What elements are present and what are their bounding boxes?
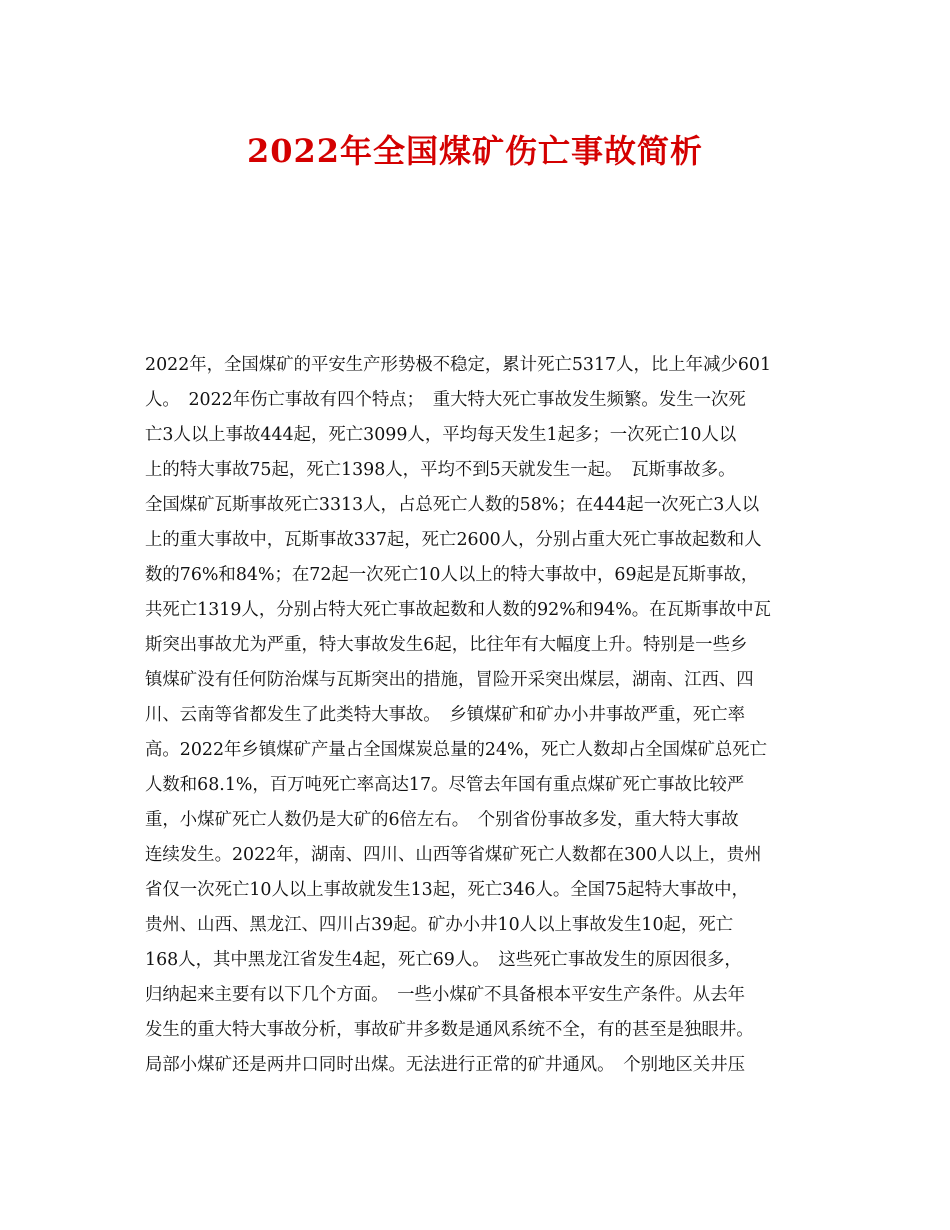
body-line: 连续发生。2022年，湖南、四川、山西等省煤矿死亡人数都在300人以上，贵州	[145, 845, 762, 865]
body-line: 发生的重大特大事故分析，事故矿井多数是通风系统不全，有的甚至是独眼井。	[145, 1020, 754, 1040]
body-line: 重，小煤矿死亡人数仍是大矿的6倍左右。 个别省份事故多发，重大特大事故	[145, 810, 739, 830]
body-line: 镇煤矿没有任何防治煤与瓦斯突出的措施，冒险开采突出煤层，湖南、江西、四	[145, 670, 754, 690]
body-line: 数的76%和84%；在72起一次死亡10人以上的特大事故中，69起是瓦斯事故，	[145, 565, 759, 585]
body-line: 2022年，全国煤矿的平安生产形势极不稳定，累计死亡5317人，比上年减少601	[145, 355, 772, 375]
page-title: 2022年全国煤矿伤亡事故简析	[246, 132, 704, 170]
body-line: 168人，其中黑龙江省发生4起，死亡69人。 这些死亡事故发生的原因很多，	[145, 950, 742, 970]
body-line: 斯突出事故尤为严重，特大事故发生6起，比往年有大幅度上升。特别是一些乡	[145, 635, 748, 655]
body-text	[145, 348, 810, 1083]
body-line: 人。 2022年伤亡事故有四个特点； 重大特大死亡事故发生频繁。发生一次死	[145, 390, 746, 410]
body-line: 上的特大事故75起，死亡1398人，平均不到5天就发生一起。 瓦斯事故多。	[145, 460, 736, 480]
body-line: 归纳起来主要有以下几个方面。 一些小煤矿不具备根本平安生产条件。从去年	[145, 985, 745, 1005]
body-line: 人数和68.1%，百万吨死亡率高达17。尽管去年国有重点煤矿死亡事故比较严	[145, 775, 745, 795]
body-line: 局部小煤矿还是两井口同时出煤。无法进行正常的矿井通风。 个别地区关井压	[145, 1055, 745, 1075]
body-line: 上的重大事故中，瓦斯事故337起，死亡2600人，分别占重大死亡事故起数和人	[145, 530, 762, 550]
body-line: 省仅一次死亡10人以上事故就发生13起，死亡346人。全国75起特大事故中，	[145, 880, 749, 900]
body-line: 全国煤矿瓦斯事故死亡3313人，占总死亡人数的58%；在444起一次死亡3人以	[145, 495, 760, 515]
body-line: 贵州、山西、黑龙江、四川占39起。矿办小井10人以上事故发生10起，死亡	[145, 915, 734, 935]
body-line: 川、云南等省都发生了此类特大事故。 乡镇煤矿和矿办小井事故严重，死亡率	[145, 705, 745, 725]
body-line: 高。2022年乡镇煤矿产量占全国煤炭总量的24%，死亡人数却占全国煤矿总死亡	[145, 740, 768, 760]
body-line: 亡3人以上事故444起，死亡3099人，平均每天发生1起多；一次死亡10人以	[145, 425, 737, 445]
body-line: 共死亡1319人，分别占特大死亡事故起数和人数的92%和94%。在瓦斯事故中瓦	[145, 600, 771, 620]
